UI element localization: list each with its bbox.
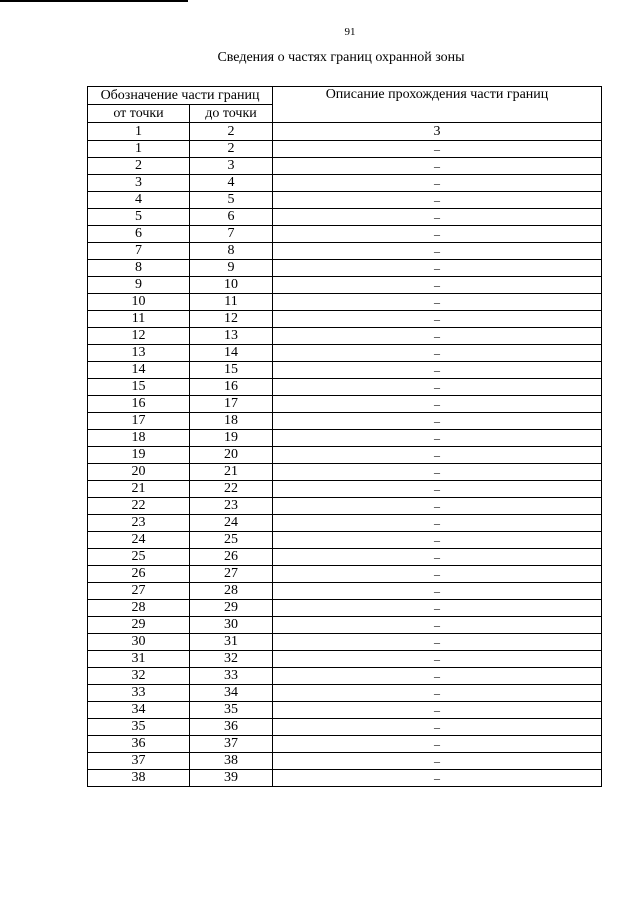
description-cell: – — [273, 515, 602, 532]
to-point-cell: 36 — [190, 719, 273, 736]
description-cell: – — [273, 464, 602, 481]
to-point-cell: 7 — [190, 226, 273, 243]
to-point-cell: 12 — [190, 311, 273, 328]
to-point-cell: 6 — [190, 209, 273, 226]
from-point-cell: 36 — [88, 736, 190, 753]
table-row — [88, 379, 602, 396]
description-cell: – — [273, 617, 602, 634]
from-point-cell: 3 — [88, 175, 190, 192]
table-row — [88, 430, 602, 447]
top-rule — [0, 0, 188, 2]
to-point-cell: 39 — [190, 770, 273, 787]
designation-header: Обозначение части границ — [88, 87, 273, 105]
to-point-cell: 19 — [190, 430, 273, 447]
to-point-cell: 5 — [190, 192, 273, 209]
from-point-cell: 15 — [88, 379, 190, 396]
from-point-cell: 33 — [88, 685, 190, 702]
to-point-cell: 22 — [190, 481, 273, 498]
description-cell: – — [273, 379, 602, 396]
from-point-cell: 35 — [88, 719, 190, 736]
table-row — [88, 175, 602, 192]
table-row — [88, 600, 602, 617]
to-point-cell: 28 — [190, 583, 273, 600]
table-row — [88, 702, 602, 719]
column-number-1: 1 — [88, 123, 190, 141]
to-point-cell: 26 — [190, 549, 273, 566]
from-point-cell: 19 — [88, 447, 190, 464]
table-body — [88, 141, 602, 787]
description-cell: – — [273, 685, 602, 702]
table-row — [88, 651, 602, 668]
table-row — [88, 515, 602, 532]
from-point-cell: 9 — [88, 277, 190, 294]
table-row — [88, 498, 602, 515]
from-point-cell: 10 — [88, 294, 190, 311]
description-cell: – — [273, 396, 602, 413]
description-cell: – — [273, 600, 602, 617]
from-point-cell: 31 — [88, 651, 190, 668]
description-cell: – — [273, 175, 602, 192]
to-point-cell: 35 — [190, 702, 273, 719]
description-cell: – — [273, 158, 602, 175]
from-point-cell: 34 — [88, 702, 190, 719]
table-row — [88, 311, 602, 328]
to-point-cell: 30 — [190, 617, 273, 634]
description-cell: – — [273, 260, 602, 277]
table-row — [88, 719, 602, 736]
table-row — [88, 294, 602, 311]
to-point-cell: 17 — [190, 396, 273, 413]
from-point-cell: 32 — [88, 668, 190, 685]
to-point-cell: 33 — [190, 668, 273, 685]
table-row — [88, 753, 602, 770]
from-point-cell: 4 — [88, 192, 190, 209]
table-row — [88, 226, 602, 243]
description-cell: – — [273, 413, 602, 430]
to-point-cell: 32 — [190, 651, 273, 668]
from-point-cell: 2 — [88, 158, 190, 175]
description-cell: – — [273, 345, 602, 362]
description-cell: – — [273, 583, 602, 600]
table-row — [88, 481, 602, 498]
description-cell: – — [273, 362, 602, 379]
table-row — [88, 668, 602, 685]
from-point-cell: 27 — [88, 583, 190, 600]
table-row — [88, 583, 602, 600]
to-point-cell: 34 — [190, 685, 273, 702]
from-point-cell: 11 — [88, 311, 190, 328]
table-row — [88, 532, 602, 549]
to-point-cell: 25 — [190, 532, 273, 549]
from-point-cell: 24 — [88, 532, 190, 549]
description-cell: – — [273, 447, 602, 464]
description-cell: – — [273, 481, 602, 498]
to-point-cell: 29 — [190, 600, 273, 617]
from-point-cell: 13 — [88, 345, 190, 362]
from-point-cell: 14 — [88, 362, 190, 379]
to-point-cell: 38 — [190, 753, 273, 770]
to-point-cell: 18 — [190, 413, 273, 430]
description-cell: – — [273, 226, 602, 243]
to-point-cell: 27 — [190, 566, 273, 583]
to-point-cell: 11 — [190, 294, 273, 311]
from-point-cell: 25 — [88, 549, 190, 566]
from-point-cell: 16 — [88, 396, 190, 413]
table-row — [88, 736, 602, 753]
description-cell: – — [273, 532, 602, 549]
description-cell: – — [273, 430, 602, 447]
description-cell: – — [273, 277, 602, 294]
description-cell: – — [273, 311, 602, 328]
description-cell: – — [273, 736, 602, 753]
description-cell: – — [273, 294, 602, 311]
to-point-cell: 8 — [190, 243, 273, 260]
table-header — [88, 87, 602, 141]
table-row — [88, 413, 602, 430]
from-point-cell: 38 — [88, 770, 190, 787]
description-cell: – — [273, 192, 602, 209]
from-point-cell: 5 — [88, 209, 190, 226]
to-point-cell: 9 — [190, 260, 273, 277]
from-point-cell: 23 — [88, 515, 190, 532]
table-row — [88, 243, 602, 260]
to-point-header: до точки — [190, 105, 273, 123]
table-row — [88, 617, 602, 634]
to-point-cell: 21 — [190, 464, 273, 481]
description-cell: – — [273, 549, 602, 566]
from-point-cell: 22 — [88, 498, 190, 515]
table-row — [88, 345, 602, 362]
table-row — [88, 464, 602, 481]
description-cell: – — [273, 243, 602, 260]
to-point-cell: 13 — [190, 328, 273, 345]
table-row — [88, 158, 602, 175]
table-row — [88, 328, 602, 345]
table-row — [88, 209, 602, 226]
description-cell: – — [273, 719, 602, 736]
table-row — [88, 362, 602, 379]
from-point-cell: 20 — [88, 464, 190, 481]
table-row — [88, 396, 602, 413]
to-point-cell: 10 — [190, 277, 273, 294]
description-cell: – — [273, 668, 602, 685]
table-row — [88, 447, 602, 464]
to-point-cell: 20 — [190, 447, 273, 464]
page-number: 91 — [344, 26, 356, 38]
from-point-cell: 1 — [88, 141, 190, 158]
table-row — [88, 770, 602, 787]
description-cell: – — [273, 209, 602, 226]
from-point-cell: 18 — [88, 430, 190, 447]
description-cell: – — [273, 770, 602, 787]
from-point-cell: 7 — [88, 243, 190, 260]
to-point-cell: 15 — [190, 362, 273, 379]
to-point-cell: 2 — [190, 141, 273, 158]
description-cell: – — [273, 566, 602, 583]
from-point-cell: 12 — [88, 328, 190, 345]
column-number-2: 2 — [190, 123, 273, 141]
from-point-cell: 17 — [88, 413, 190, 430]
from-point-header: от точки — [88, 105, 190, 123]
from-point-cell: 28 — [88, 600, 190, 617]
from-point-cell: 29 — [88, 617, 190, 634]
description-cell: – — [273, 328, 602, 345]
description-cell: – — [273, 702, 602, 719]
to-point-cell: 14 — [190, 345, 273, 362]
table-row — [88, 260, 602, 277]
to-point-cell: 24 — [190, 515, 273, 532]
from-point-cell: 8 — [88, 260, 190, 277]
to-point-cell: 37 — [190, 736, 273, 753]
table-row — [88, 141, 602, 158]
from-point-cell: 6 — [88, 226, 190, 243]
description-cell: – — [273, 498, 602, 515]
description-cell: – — [273, 141, 602, 158]
table-row — [88, 634, 602, 651]
page-title: Сведения о частях границ охранной зоны — [217, 50, 465, 65]
to-point-cell: 31 — [190, 634, 273, 651]
to-point-cell: 16 — [190, 379, 273, 396]
from-point-cell: 30 — [88, 634, 190, 651]
header-row-top — [88, 87, 602, 105]
table-row — [88, 277, 602, 294]
from-point-cell: 21 — [88, 481, 190, 498]
to-point-cell: 4 — [190, 175, 273, 192]
boundary-parts-table — [87, 86, 602, 787]
table-row — [88, 685, 602, 702]
table-row — [88, 549, 602, 566]
description-cell: – — [273, 753, 602, 770]
column-number-row — [88, 123, 602, 141]
table-row — [88, 566, 602, 583]
from-point-cell: 26 — [88, 566, 190, 583]
to-point-cell: 23 — [190, 498, 273, 515]
description-cell: – — [273, 634, 602, 651]
description-header: Описание прохождения части границ — [273, 87, 602, 123]
to-point-cell: 3 — [190, 158, 273, 175]
column-number-3: 3 — [273, 123, 602, 141]
table-row — [88, 192, 602, 209]
description-cell: – — [273, 651, 602, 668]
from-point-cell: 37 — [88, 753, 190, 770]
